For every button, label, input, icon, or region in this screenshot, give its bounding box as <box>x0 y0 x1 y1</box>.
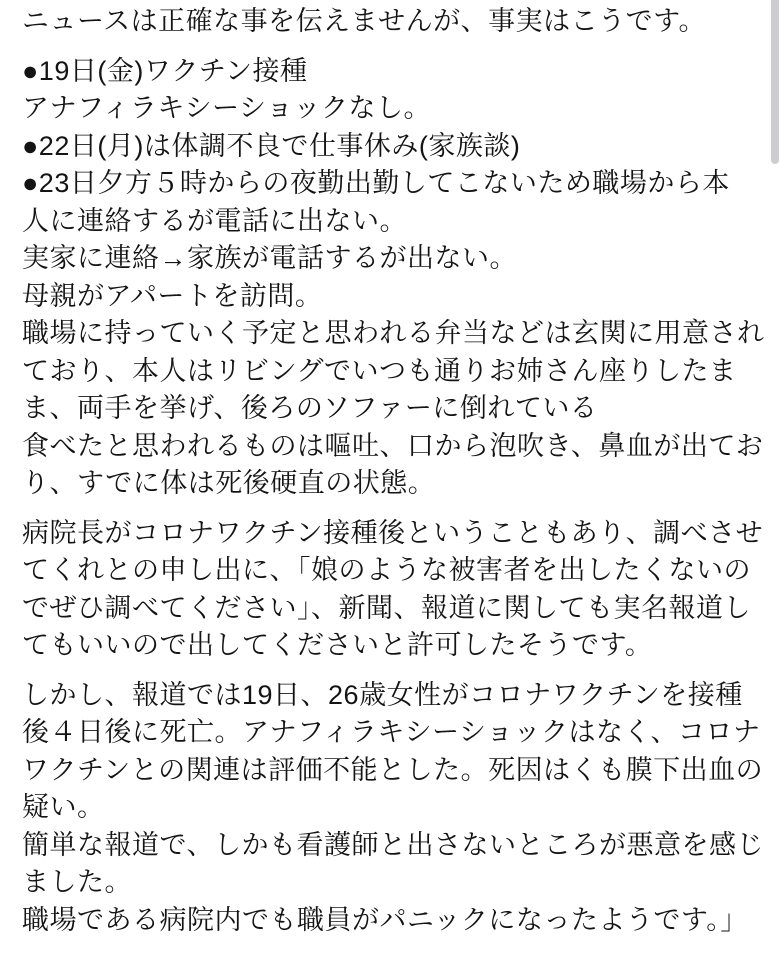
text-line: 人に連絡するが電話に出ない。 <box>22 205 407 236</box>
text-line: 実家に連絡→家族が電話するが出ない。 <box>22 243 517 273</box>
text-line: ●22日(月)は体調不良で仕事休み(家族談) <box>22 130 521 161</box>
text-line: 簡単な報道で、しかも看護師と出さないところが悪意を感じ <box>22 829 764 860</box>
scrollbar-thumb[interactable] <box>771 0 779 164</box>
text-line: 職場に持っていく予定と思われる弁当などは玄関に用意され <box>22 318 765 348</box>
text-line: 食べたと思われるものは嘔吐、口から泡吹き、鼻血が出てお <box>22 430 764 461</box>
text-line: てもいいので出してくださいと許可したそうです。 <box>22 630 653 660</box>
text-line: てくれとの申し出に、「娘のような被害者を出したくないの <box>22 555 751 585</box>
text-line: でぜひ調べてください」、新聞、報道に関しても実名報道し <box>22 592 751 623</box>
paragraph <box>22 515 768 665</box>
paragraph <box>22 677 768 940</box>
text-line: り、すでに体は死後硬直の状態。 <box>22 468 436 498</box>
text-line: 疑い。 <box>22 792 105 822</box>
text-line: しかし、報道では19日、26歳女性がコロナワクチンを接種 <box>22 679 743 710</box>
text-line: ており、本人はリビングでいつも通りお姉さん座りしたま <box>22 355 737 386</box>
text-line: ●23日夕方５時からの夜勤出勤してこないため職場から本 <box>22 168 730 198</box>
text-line: 職場である病院内でも職員がパニックになったようです。」 <box>22 904 748 935</box>
text-line: ワクチンとの関連は評価不能とした。死因はくも膜下出血の <box>22 754 764 785</box>
paragraph <box>22 3 768 41</box>
text-line: アナフィラキシーショックなし。 <box>22 93 431 123</box>
text-line: ま、両手を挙げ、後ろのソファーに倒れている <box>22 393 598 423</box>
text-line: ニュースは正確な事を伝えませんが、事実はこうです。 <box>22 6 706 36</box>
text-line: ●19日(金)ワクチン接種 <box>22 55 308 86</box>
text-line: ました。 <box>22 867 132 897</box>
text-line: 病院長がコロナワクチン接種後ということもあり、調べさせ <box>22 517 764 548</box>
paragraph <box>22 53 768 503</box>
text-line: 後４日後に死亡。アナフィラキシーショックはなく、コロナ <box>22 717 761 747</box>
text-line: 母親がアパートを訪問。 <box>22 280 323 311</box>
